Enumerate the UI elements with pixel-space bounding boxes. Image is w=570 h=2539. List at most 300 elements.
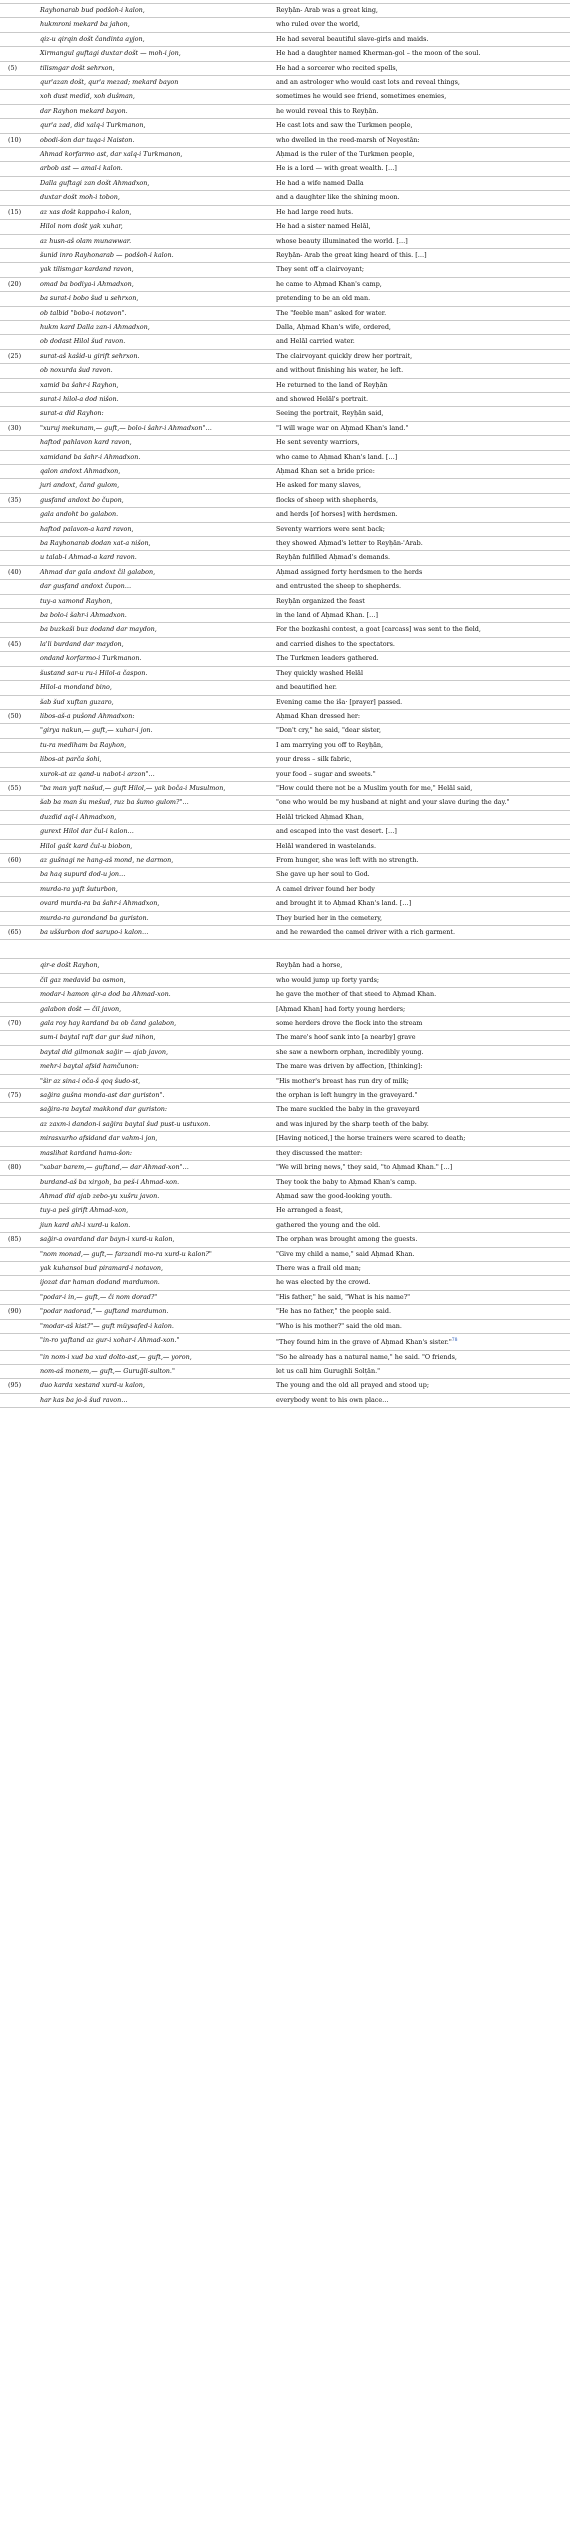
source-text: dar Rayhon mekard bayon. (40, 106, 128, 115)
source-text: ijozat dar haman dodand mardumon. (40, 1278, 160, 1287)
source-text: az zaxm-i dandon-i sağira baytal šud pust-u ustuxon. (40, 1119, 211, 1128)
table-row (0, 1089, 570, 1103)
source-text: murda-ra gurondand ba guriston. (40, 913, 149, 922)
source-text: Xirmangul guftagi duxtar došt — moh-i jon, (40, 49, 181, 58)
translation-text: who ruled over the world, (276, 20, 360, 29)
source-text: ba surat-i bobo šud u sehrxon, (40, 294, 139, 303)
source-text: az husn-aš olam munawwar. (40, 236, 132, 245)
source-text: libos-at parča šohi, (40, 755, 102, 764)
line-number (0, 609, 36, 612)
source-text: Hilol gašt kard čul-u biobon, (40, 841, 133, 850)
line-number (0, 1248, 36, 1251)
line-number (0, 105, 36, 108)
table-row (0, 1334, 570, 1351)
table-row (0, 883, 570, 897)
translation-text: "Give my child a name," said Aḥmad Khan. (276, 1249, 415, 1258)
line-number (0, 148, 36, 151)
table-row (0, 235, 570, 249)
table-row (0, 1276, 570, 1290)
line-number (0, 1276, 36, 1279)
translation-text: The young and the old all prayed and stood up; (276, 1381, 430, 1390)
table-row (0, 148, 570, 162)
source-text: nom-aš monem,— guft,— Guruğli-sulton." (40, 1366, 175, 1375)
table-row (0, 335, 570, 349)
translation-text: Helāl wandered in wastelands. (276, 841, 376, 850)
translation-text: he was elected by the crowd. (276, 1278, 371, 1287)
source-text: "modar-aš kist?"— guft müysafed-i kalon. (40, 1321, 174, 1330)
source-text: ba uššurbon dod sarupo-i kalon… (40, 928, 149, 936)
table-row (0, 393, 570, 407)
source-text: surat-i hilol-a dod nišon. (40, 394, 119, 403)
table-row (0, 119, 570, 133)
source-text: šunid inro Rayhonarab — podšoh-i kalon. (40, 250, 174, 259)
table-row (0, 134, 570, 148)
table-row (0, 379, 570, 393)
line-number (0, 523, 36, 526)
translation-text: gathered the young and the old. (276, 1220, 381, 1229)
table-row (0, 753, 570, 767)
source-text: yak tilismgar kardand ravon, (40, 265, 134, 274)
source-text: az gušnagi ne hang-aš mond, ne darmon, (40, 855, 174, 864)
table-row (0, 667, 570, 681)
line-number (0, 76, 36, 79)
source-text: sağira gušna monda-ast dar guriston". (40, 1091, 165, 1100)
table-row (0, 4, 570, 18)
table-row (0, 177, 570, 191)
table-row (0, 623, 570, 637)
line-number: (10) (8, 135, 22, 144)
table-row (0, 1075, 570, 1089)
line-number (0, 479, 36, 482)
translation-text: He had a daughter named Kherman-gol – the moon of the soul. (276, 49, 481, 58)
translation-text: he gave the mother of that steed to Aḥmad Khan. (276, 990, 437, 999)
table-row (0, 451, 570, 465)
line-number: (60) (8, 855, 22, 864)
translation-text: Seeing the portrait, Reyḥān said, (276, 409, 384, 418)
table-row (0, 739, 570, 753)
line-number (0, 537, 36, 540)
line-number (0, 393, 36, 396)
translation-text: whose beauty illuminated the world. […] (276, 236, 408, 245)
translation-text: and showed Helāl's portrait. (276, 394, 369, 403)
source-text: gala andoht bo galabon. (40, 510, 119, 519)
line-number (0, 1118, 36, 1121)
translation-text: He asked for many slaves, (276, 481, 362, 490)
line-number (0, 1190, 36, 1193)
source-text: duo karda xestand xurd-u kalon, (40, 1381, 145, 1390)
source-text: ba bolo-i šahr-i Ahmadxon. (40, 611, 127, 620)
source-text: omad ba bodiya-i Ahmadxon, (40, 279, 134, 288)
translation-text: and brought it to Aḥmad Khan's land. […] (276, 899, 412, 908)
translation-text: in the land of Aḥmad Khan. […] (276, 611, 379, 620)
translation-text: He sent seventy warriors, (276, 438, 360, 447)
line-number: (15) (8, 207, 22, 216)
translation-text: Reyḥān- Arab was a great king, (276, 6, 378, 14)
source-text: duzdid aql-i Ahmadxon, (40, 812, 117, 821)
line-number (0, 1291, 36, 1294)
line-number (0, 1176, 36, 1179)
source-text: qur'azan došt, qur'a mezad; mekard bayon (40, 78, 179, 87)
line-number (0, 263, 36, 266)
table-row (0, 840, 570, 854)
line-number (0, 959, 36, 962)
table-row (0, 1379, 570, 1393)
line-number (0, 1031, 36, 1034)
table-row (0, 868, 570, 882)
line-number (0, 974, 36, 977)
table-row (0, 1118, 570, 1132)
source-text: mirasxurho afsidand dar vahm-i jon, (40, 1134, 158, 1143)
source-text: yak kuhansol bud piramard-i notavon, (40, 1263, 164, 1272)
source-text: surat-a did Rayhon: (40, 409, 104, 418)
translation-text: and escaped into the vast desert. […] (276, 827, 397, 836)
line-number: (45) (8, 639, 22, 648)
translation-text: "We will bring news," they said, "to Aḥmad Khan." […] (276, 1163, 453, 1172)
table-row (0, 76, 570, 90)
translation-text: and without finishing his water, he left. (276, 366, 404, 375)
table-section-1 (0, 3, 570, 940)
translation-text: your dress – silk fabric, (276, 755, 352, 764)
translation-text: pretending to be an old man. (276, 294, 371, 303)
source-text: "podar-i in,— guft,— či nom dorad?" (40, 1292, 158, 1301)
table-row (0, 523, 570, 537)
line-number: (85) (8, 1235, 22, 1244)
line-number (0, 1219, 36, 1222)
translation-text: The mare suckled the baby in the graveyard (276, 1105, 420, 1114)
translation-text: they showed Aḥmad's letter to Reyḥān-ʿArab. (276, 539, 423, 548)
translation-text: they discussed the matter: (276, 1148, 363, 1157)
source-text: haftod palavon-a kard ravon, (40, 524, 134, 533)
line-number (0, 1320, 36, 1323)
translation-text: your food – sugar and sweets." (276, 769, 376, 778)
line-number (0, 1334, 36, 1337)
line-number (0, 768, 36, 771)
translation-text: everybody went to his own place… (276, 1395, 389, 1404)
line-number: (80) (8, 1163, 22, 1172)
translation-text: A camel driver found her body (276, 884, 375, 893)
source-text: qur'a zad, did xalq-i Turkmanon, (40, 121, 146, 130)
table-row (0, 1046, 570, 1060)
table-row (0, 1291, 570, 1305)
table-row (0, 1190, 570, 1204)
translation-text: Helāl tricked Aḥmad Khan, (276, 812, 364, 821)
table-row (0, 1233, 570, 1247)
translation-text: he would reveal this to Reyḥān. (276, 106, 379, 115)
table-row (0, 825, 570, 839)
source-text: šab ba man šu mešud, ruz ba šumo gulom?"… (40, 798, 189, 807)
line-number: (55) (8, 783, 22, 792)
source-text: modar-i hamon qir-a dod ba Ahmad-xon. (40, 990, 171, 999)
source-text: čil gaz medavid ba osmon, (40, 975, 126, 984)
translation-text: Seventy warriors were sent back; (276, 524, 385, 533)
translation-text: He returned to the land of Reyḥān (276, 380, 388, 389)
source-text: har kas ba jo-š šud ravon… (40, 1395, 128, 1404)
translation-text: and herds [of horses] with herdsmen. (276, 510, 398, 519)
table-row (0, 988, 570, 1002)
source-text: hukm kard Dalla zan-i Ahmadxon, (40, 322, 150, 331)
line-number (0, 883, 36, 886)
table-row (0, 206, 570, 220)
translation-text: and was injured by the sharp teeth of the baby. (276, 1119, 429, 1128)
line-number (0, 681, 36, 684)
line-number (0, 580, 36, 583)
table-row (0, 1351, 570, 1365)
line-number (0, 90, 36, 93)
translation-text: "one who would be my husband at night and your slave during the day." (276, 798, 510, 807)
line-number (0, 551, 36, 554)
source-text: ba buzkaši buz dodand dar maydon, (40, 625, 157, 634)
line-number (0, 465, 36, 468)
source-text: sağir-a ovardand dar bayn-i xurd-u kalon, (40, 1235, 175, 1244)
line-number (0, 1075, 36, 1078)
line-number (0, 33, 36, 36)
table-row (0, 1219, 570, 1233)
line-number (0, 897, 36, 900)
table-row (0, 1320, 570, 1334)
section-gap (0, 940, 570, 959)
source-text: šab šud xuftan guzaro, (40, 697, 114, 706)
translation-text: "I will wage war on Aḥmad Khan's land." (276, 423, 409, 432)
source-text: u talab-i Ahmad-a kard ravon. (40, 553, 137, 562)
table-row (0, 595, 570, 609)
source-text: az xas došt kappaho-i kalon, (40, 207, 132, 216)
line-number (0, 1132, 36, 1135)
line-number: (70) (8, 1019, 22, 1028)
source-text: ondand korfarmo-i Turkmanon. (40, 654, 142, 663)
line-number (0, 508, 36, 511)
source-text: "in nom-i xud ba xud dolto-ast,— guft,— yoron, (40, 1352, 192, 1361)
translation-text: The orphan was brought among the guests. (276, 1235, 418, 1244)
table-row (0, 162, 570, 176)
translation-text: he came to Aḥmad Khan's camp, (276, 279, 382, 288)
translation-text: "His father," he said, "What is his name?" (276, 1292, 411, 1301)
translation-text: who would jump up forty yards; (276, 975, 380, 984)
source-text: tilismgar došt sehrxon, (40, 63, 115, 72)
line-number (0, 436, 36, 439)
source-text: hukmroni mekard ba jahon, (40, 20, 130, 29)
table-row (0, 105, 570, 119)
line-number (0, 1060, 36, 1063)
source-text: gusfand andoxt bo čupon, (40, 495, 124, 504)
line-number (0, 1003, 36, 1006)
line-number (0, 220, 36, 223)
footnote-marker[interactable]: 78 (451, 1337, 458, 1343)
line-number (0, 912, 36, 915)
table-row (0, 1204, 570, 1218)
line-number (0, 840, 36, 843)
line-number (0, 1394, 36, 1397)
table-row (0, 90, 570, 104)
line-number (0, 1204, 36, 1207)
table-row (0, 263, 570, 277)
line-number (0, 1103, 36, 1106)
table-row (0, 307, 570, 321)
translation-text: Reyḥān had a horse, (276, 961, 343, 970)
translation-text: Aḥmad Khan set a bride price: (276, 467, 375, 475)
source-text: Rayhonarab bud podšoh-i kalon, (40, 6, 145, 14)
line-number (0, 753, 36, 756)
source-text: Dalla guftagi zan došt Ahmadxon, (40, 178, 150, 187)
table-row (0, 33, 570, 47)
line-number: (65) (8, 928, 22, 936)
line-number (0, 739, 36, 742)
table-row (0, 580, 570, 594)
table-row (0, 926, 570, 940)
translation-text: He cast lots and saw the Turkmen people, (276, 121, 413, 130)
line-number (0, 407, 36, 410)
table-row (0, 609, 570, 623)
table-row (0, 782, 570, 796)
table-row (0, 1161, 570, 1175)
source-text: baytal did gilmonak sağir — ajab javon, (40, 1047, 168, 1056)
line-number (0, 1365, 36, 1368)
translation-text: He had several beautiful slave-girls and maids. (276, 34, 429, 43)
translation-text: and beautified her. (276, 683, 337, 692)
source-text: xoh dust medid, xoh dušman, (40, 92, 135, 101)
source-text: maslihat kardand hama-šon: (40, 1148, 132, 1157)
translation-text: "Don't cry," he said, "dear sister, (276, 726, 382, 735)
translation-text: For the bozkashi contest, a goat [carcass] was sent to the field, (276, 625, 481, 634)
translation-text: The clairvoyant quickly drew her portrait, (276, 351, 413, 360)
line-number (0, 364, 36, 367)
source-text: tu-ra mediham ba Rayhon, (40, 740, 127, 749)
translation-text: She gave up her soul to God. (276, 870, 370, 879)
line-number (0, 796, 36, 799)
translation-text: The mare's hoof sank into [a nearby] grave (276, 1033, 416, 1042)
translation-text: Aḥmad is the ruler of the Turkmen people, (276, 150, 415, 159)
line-number: (50) (8, 711, 22, 720)
translation-text: "His mother's breast has run dry of milk; (276, 1076, 409, 1085)
table-row (0, 422, 570, 436)
line-number (0, 249, 36, 252)
translation-text: "How could there not be a Muslim youth for me," Helāl said, (276, 783, 473, 792)
source-text: la'li burdand dar maydon, (40, 639, 124, 648)
table-row (0, 1262, 570, 1276)
translation-text: Aḥmad saw the good-looking youth. (276, 1191, 393, 1200)
table-row (0, 292, 570, 306)
source-text: qiz-u qirqin došt čandinta ayjon, (40, 34, 145, 43)
line-number (0, 1147, 36, 1150)
table-row (0, 638, 570, 652)
source-text: tuy-a xamond Rayhon, (40, 596, 113, 605)
translation-text: and entrusted the sheep to shepherds. (276, 582, 402, 591)
source-text: xurok-at az qand-u nabot-i arzon"… (40, 769, 155, 778)
translation-text: the orphan is left hungry in the graveyard." (276, 1091, 418, 1100)
line-number (0, 162, 36, 165)
source-text: qalon andoxt Ahmadxon, (40, 467, 121, 475)
translation-text: The Turkmen leaders gathered. (276, 654, 379, 663)
line-number (0, 696, 36, 699)
table-row (0, 220, 570, 234)
line-number (0, 868, 36, 871)
translation-text: He had large reed huts. (276, 207, 354, 216)
table-row (0, 1132, 570, 1146)
line-number (0, 451, 36, 454)
table-row (0, 551, 570, 565)
table-row (0, 897, 570, 911)
translation-text: Reyḥān organized the feast (276, 596, 365, 605)
translation-text-body: "They found him in the grave of Aḥmad Khan's sister." (276, 1338, 452, 1347)
source-text: Hilol-a mondand bino, (40, 683, 112, 692)
source-text: "šir az sina-i oča-š qoq šudo-st, (40, 1076, 141, 1085)
translation-text: and a daughter like the shining moon. (276, 193, 400, 202)
table-row (0, 465, 570, 479)
source-text: "ba man yaft našud,— guft Hilol,— yak boča-i Musulmon, (40, 783, 226, 792)
line-number: (30) (8, 423, 22, 432)
source-text: ob dodast Hilol šud ravon. (40, 337, 126, 346)
translation-text: [Aḥmad Khan] had forty young herders; (276, 1004, 406, 1013)
source-text: libos-aš-a pušond Ahmadxon: (40, 711, 135, 720)
translation-text: some herders drove the flock into the stream (276, 1019, 423, 1028)
translation-text: I am marrying you off to Reyḥān, (276, 740, 384, 749)
source-text: duxtar došt moh-i tobon, (40, 193, 120, 202)
translation-text: and an astrologer who would cast lots and reveal things, (276, 78, 460, 87)
table-row (0, 436, 570, 450)
line-number: (40) (8, 567, 22, 576)
source-text: mehr-i baytal afsid hamčunon: (40, 1062, 139, 1071)
line-number (0, 307, 36, 310)
line-number (0, 177, 36, 180)
source-text: galabon došt — čil javon, (40, 1004, 122, 1013)
table-row (0, 912, 570, 926)
translation-text: sometimes he would see friend, sometimes enemies, (276, 92, 447, 101)
translation-text: flocks of sheep with shepherds, (276, 495, 379, 504)
source-text: surat-aš kašid-u girift sehrxon. (40, 351, 140, 360)
line-number (0, 623, 36, 626)
table-row (0, 1017, 570, 1031)
source-text: tuy-a peš girift Ahmad-xon, (40, 1206, 129, 1215)
table-row (0, 1147, 570, 1161)
source-text: "in-ro yaftand az gur-i xohar-i Ahmad-xon." (40, 1335, 180, 1344)
translation-text: she saw a newborn orphan, incredibly young. (276, 1047, 424, 1056)
source-text: "xabar barem,— guftand,— dar Ahmad-xon"… (40, 1163, 189, 1172)
translation-text: He is a lord — with great wealth. […] (276, 164, 397, 173)
translation-text: Dalla, Aḥmad Khan's wife, ordered, (276, 322, 391, 331)
line-number (0, 825, 36, 828)
table-row (0, 321, 570, 335)
table-row (0, 710, 570, 724)
source-text: "girya nakun,— guft,— xuhar-i jon. (40, 726, 153, 735)
source-text: ob noxurda šud ravon. (40, 366, 113, 375)
source-text: ovard murda-ra ba šahr-i Ahmadxon, (40, 899, 160, 908)
source-text: ob talbid "bobo-i notavon". (40, 308, 127, 317)
table-row (0, 1031, 570, 1045)
table-row (0, 1176, 570, 1190)
translation-text: They quickly washed Helāl (276, 668, 364, 677)
translation-text: Reyḥān fulfilled Aḥmad's demands. (276, 553, 391, 562)
line-number (0, 1262, 36, 1265)
line-number (0, 595, 36, 598)
line-number (0, 1046, 36, 1049)
table-row (0, 1003, 570, 1017)
table-row (0, 1394, 570, 1408)
translation-text: let us call him Gurughli Solṭān." (276, 1366, 381, 1375)
table-row (0, 796, 570, 810)
source-text: Hilol nom došt yak xuhar, (40, 222, 123, 231)
source-text: arbob ast — amal-i kalon. (40, 164, 123, 173)
line-number (0, 335, 36, 338)
translation-text: and he rewarded the camel driver with a rich garment. (276, 928, 456, 936)
source-text: obodi-šon dar tuqa-i Naiston. (40, 135, 135, 144)
line-number: (35) (8, 495, 22, 504)
source-text: šustand sar-u ru-i Hilol-a časpon. (40, 668, 148, 677)
table-row (0, 1060, 570, 1074)
source-text: Ahmad korfarmo ast, dar xalq-i Turkmanon, (40, 150, 183, 159)
translation-text: [Having noticed,] the horse trainers were scared to death; (276, 1134, 466, 1143)
table-row (0, 1305, 570, 1319)
line-number: (25) (8, 351, 22, 360)
line-number (0, 292, 36, 295)
